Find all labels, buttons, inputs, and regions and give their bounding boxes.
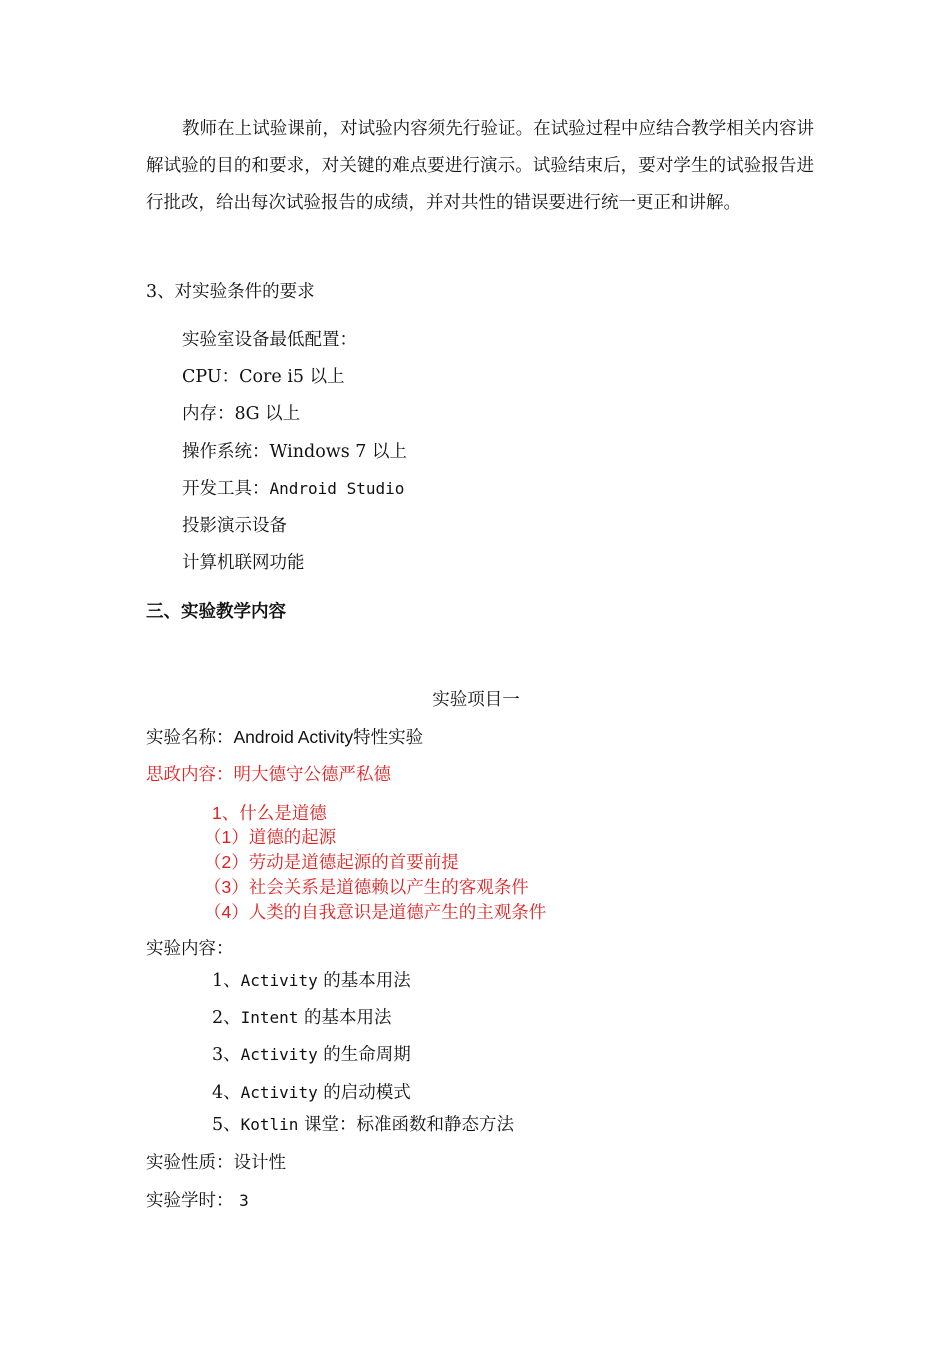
memory-label: 内存：	[182, 404, 235, 424]
ideology-item-text: 、什么是道德	[221, 804, 327, 824]
ideology-content	[146, 764, 391, 786]
content-item-code: Activity	[240, 971, 318, 990]
content-item	[212, 1114, 514, 1136]
ideology-value: 明大德守公德严私德	[233, 765, 391, 785]
ideology-item-text: 人类的自我意识是道德产生的主观条件	[248, 903, 547, 923]
ideology-item-number: （4）	[204, 902, 249, 922]
content-label: 实验内容：	[146, 939, 234, 959]
content-item-code: Kotlin	[240, 1115, 299, 1134]
content-item	[212, 1044, 411, 1066]
nature-value: 设计性	[233, 1153, 286, 1173]
content-item-prefix: 4、	[212, 1083, 241, 1103]
chapter-heading: 三、实验教学内容	[146, 602, 286, 622]
content-item-text: 的基本用法	[323, 971, 411, 991]
tools-value: Android Studio	[269, 479, 405, 498]
experiment-nature	[146, 1152, 286, 1174]
content-item-prefix: 2、	[212, 1008, 241, 1028]
ideology-item	[204, 851, 459, 874]
experiment-name-value: Android Activity	[233, 727, 354, 747]
ideology-item-text: 社会关系是道德赖以产生的客观条件	[248, 878, 529, 898]
ideology-item	[204, 901, 546, 924]
os-value: Windows 7 以上	[269, 442, 408, 462]
os-requirement	[182, 441, 407, 463]
content-item-text: 的启动模式	[323, 1083, 411, 1103]
ideology-item-text: 道德的起源	[248, 828, 337, 848]
tools-requirement	[182, 478, 404, 500]
os-label: 操作系统：	[182, 442, 270, 462]
project-title: 实验项目一	[432, 690, 520, 710]
intro-paragraph: 教师在上试验课前，对试验内容须先行验证。在试验过程中应结合教学相关内容讲解试验的目的和要求，对关键的难点要进行演示。试验结束后，要对学生的试验报告进行批改，给出每次试验报告的成绩，并对共性的错误要进行统一更正和讲解。	[146, 119, 814, 213]
cpu-requirement	[182, 366, 345, 388]
memory-requirement	[182, 403, 300, 425]
experiment-name-suffix: 特性实验	[353, 728, 424, 748]
content-item	[212, 1007, 392, 1029]
ideology-item-text: 劳动是道德起源的首要前提	[248, 853, 459, 873]
content-item-text: 的基本用法	[304, 1008, 392, 1028]
nature-label: 实验性质：	[146, 1153, 234, 1173]
ideology-item-number: （2）	[204, 852, 249, 872]
ideology-item	[204, 826, 336, 849]
cpu-label: CPU：	[182, 367, 240, 387]
ideology-item	[212, 802, 327, 825]
ideology-item-number: （3）	[204, 877, 249, 897]
hours-value: 3	[239, 1191, 249, 1210]
content-item-text: 的生命周期	[323, 1045, 411, 1065]
projector-requirement: 投影演示设备	[182, 516, 287, 536]
network-requirement: 计算机联网功能	[182, 553, 305, 573]
ideology-item-number: 1	[212, 803, 222, 823]
content-item-code: Intent	[240, 1008, 299, 1027]
content-item-prefix: 3、	[212, 1045, 241, 1065]
ideology-item-number: （1）	[204, 827, 249, 847]
content-item-code: Activity	[240, 1045, 318, 1064]
content-item	[212, 970, 411, 992]
content-item	[212, 1082, 411, 1104]
config-title: 实验室设备最低配置：	[182, 330, 357, 350]
experiment-hours	[146, 1190, 249, 1212]
hours-label: 实验学时：	[146, 1191, 234, 1211]
experiment-name	[146, 726, 423, 749]
ideology-item	[204, 876, 529, 899]
tools-label: 开发工具：	[182, 479, 270, 499]
content-item-prefix: 5、	[212, 1115, 241, 1135]
section-heading-conditions: 3、对实验条件的要求	[146, 282, 315, 302]
content-item-code: Activity	[240, 1083, 318, 1102]
cpu-value: Core i5 以上	[239, 367, 345, 387]
memory-value: 8G 以上	[234, 404, 301, 424]
content-item-prefix: 1、	[212, 971, 241, 991]
content-item-text: 课堂：标准函数和静态方法	[304, 1115, 515, 1135]
ideology-label: 思政内容：	[146, 765, 234, 785]
experiment-name-label: 实验名称：	[146, 728, 234, 748]
